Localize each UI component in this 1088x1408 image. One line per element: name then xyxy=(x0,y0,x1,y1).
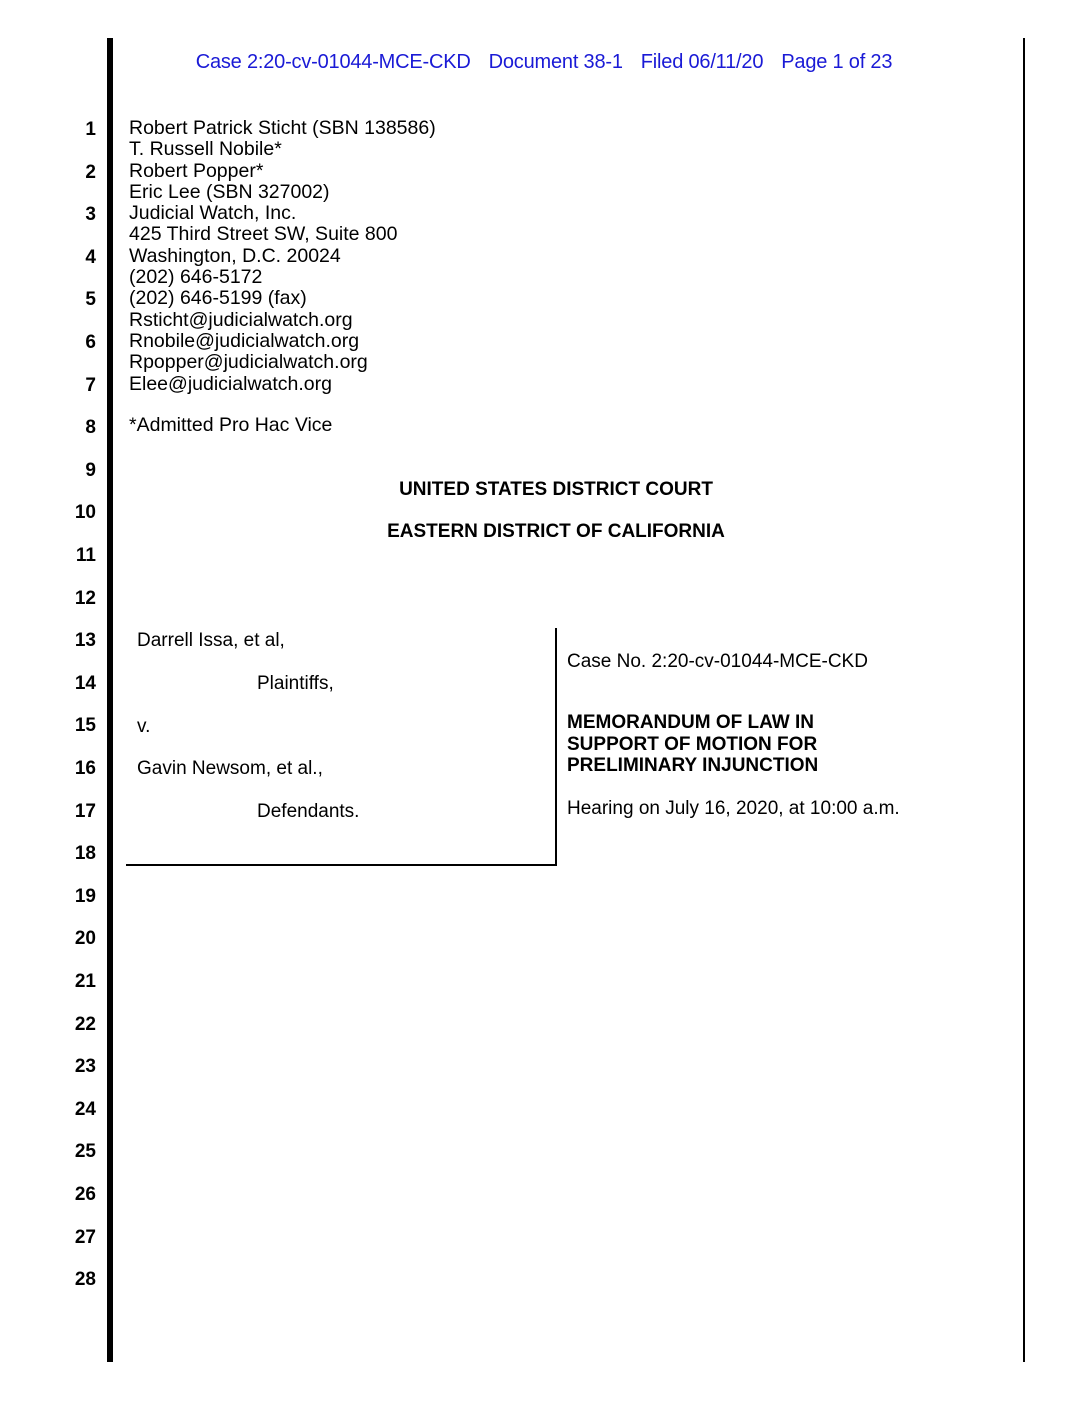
line-number: 7 xyxy=(85,374,96,396)
line-number: 15 xyxy=(74,715,96,737)
plaintiffs-name: Darrell Issa, et al, xyxy=(137,630,285,651)
hearing-date: Hearing on July 16, 2020, at 10:00 a.m. xyxy=(567,798,900,819)
counsel-email: Rpopper@judicialwatch.org xyxy=(129,351,368,374)
line-number: 1 xyxy=(85,119,96,140)
line-number: 12 xyxy=(74,587,96,609)
line-number: 17 xyxy=(74,800,96,822)
counsel-line: Eric Lee (SBN 327002) xyxy=(129,180,330,203)
left-margin-rule xyxy=(107,38,113,1362)
document-title-line: PRELIMINARY INJUNCTION xyxy=(567,755,819,776)
line-number: 28 xyxy=(74,1269,96,1291)
line-number: 16 xyxy=(74,758,96,779)
counsel-block xyxy=(129,118,436,395)
case-number: Case No. 2:20-cv-01044-MCE-CKD xyxy=(567,651,868,672)
defendants-label: Defendants. xyxy=(257,801,360,822)
counsel-line: Robert Popper* xyxy=(129,159,264,182)
line-number: 27 xyxy=(74,1226,96,1248)
line-number: 11 xyxy=(75,545,96,566)
line-number: 26 xyxy=(74,1184,96,1205)
filing-page-count: Page 1 of 23 xyxy=(781,51,893,73)
caption-parties-box xyxy=(126,628,557,866)
line-number: 14 xyxy=(74,672,96,694)
counsel-phone: (202) 646-5172 xyxy=(129,266,263,289)
line-number: 23 xyxy=(74,1056,96,1078)
filing-date: Filed 06/11/20 xyxy=(640,51,764,73)
plaintiffs-label: Plaintiffs, xyxy=(257,673,334,694)
counsel-firm: Judicial Watch, Inc. xyxy=(129,202,297,225)
line-number: 3 xyxy=(85,204,96,226)
line-number: 25 xyxy=(74,1141,96,1163)
line-number: 5 xyxy=(85,289,96,311)
filing-case-number: Case 2:20-cv-01044-MCE-CKD xyxy=(195,51,471,73)
line-number: 21 xyxy=(74,971,96,992)
line-number: 24 xyxy=(74,1098,96,1120)
document-title-line: SUPPORT OF MOTION FOR xyxy=(567,733,818,755)
line-number: 6 xyxy=(85,332,96,353)
line-number: 8 xyxy=(85,417,96,439)
line-number: 10 xyxy=(74,502,96,524)
counsel-email: Elee@judicialwatch.org xyxy=(129,372,332,395)
line-number: 2 xyxy=(85,161,96,183)
defendants-name: Gavin Newsom, et al., xyxy=(137,758,323,779)
line-number: 13 xyxy=(74,630,96,652)
line-number: 9 xyxy=(85,459,96,481)
line-number: 22 xyxy=(74,1013,96,1035)
filing-header xyxy=(0,51,1088,74)
counsel-city: Washington, D.C. 20024 xyxy=(129,244,341,267)
counsel-fax: (202) 646-5199 (fax) xyxy=(129,287,307,310)
counsel-line: T. Russell Nobile* xyxy=(129,138,282,161)
filing-document-number: Document 38-1 xyxy=(488,51,623,73)
document-title-line: MEMORANDUM OF LAW IN xyxy=(567,712,814,733)
line-number: 4 xyxy=(85,246,96,268)
line-number: 20 xyxy=(74,928,96,950)
counsel-email: Rnobile@judicialwatch.org xyxy=(129,329,360,352)
right-margin-rule xyxy=(1023,38,1025,1362)
court-name: UNITED STATES DISTRICT COURT xyxy=(399,479,713,500)
line-numbers xyxy=(40,0,96,1408)
document-title xyxy=(567,712,818,777)
admitted-note: *Admitted Pro Hac Vice xyxy=(129,414,333,436)
versus-label: v. xyxy=(137,716,151,737)
counsel-line: Robert Patrick Sticht (SBN 138586) xyxy=(129,117,436,139)
line-number: 19 xyxy=(74,885,96,907)
counsel-address: 425 Third Street SW, Suite 800 xyxy=(129,223,398,246)
line-number: 18 xyxy=(74,843,96,865)
caption-document-box xyxy=(567,628,987,864)
court-district: EASTERN DISTRICT OF CALIFORNIA xyxy=(387,521,725,542)
counsel-email: Rsticht@judicialwatch.org xyxy=(129,308,353,331)
